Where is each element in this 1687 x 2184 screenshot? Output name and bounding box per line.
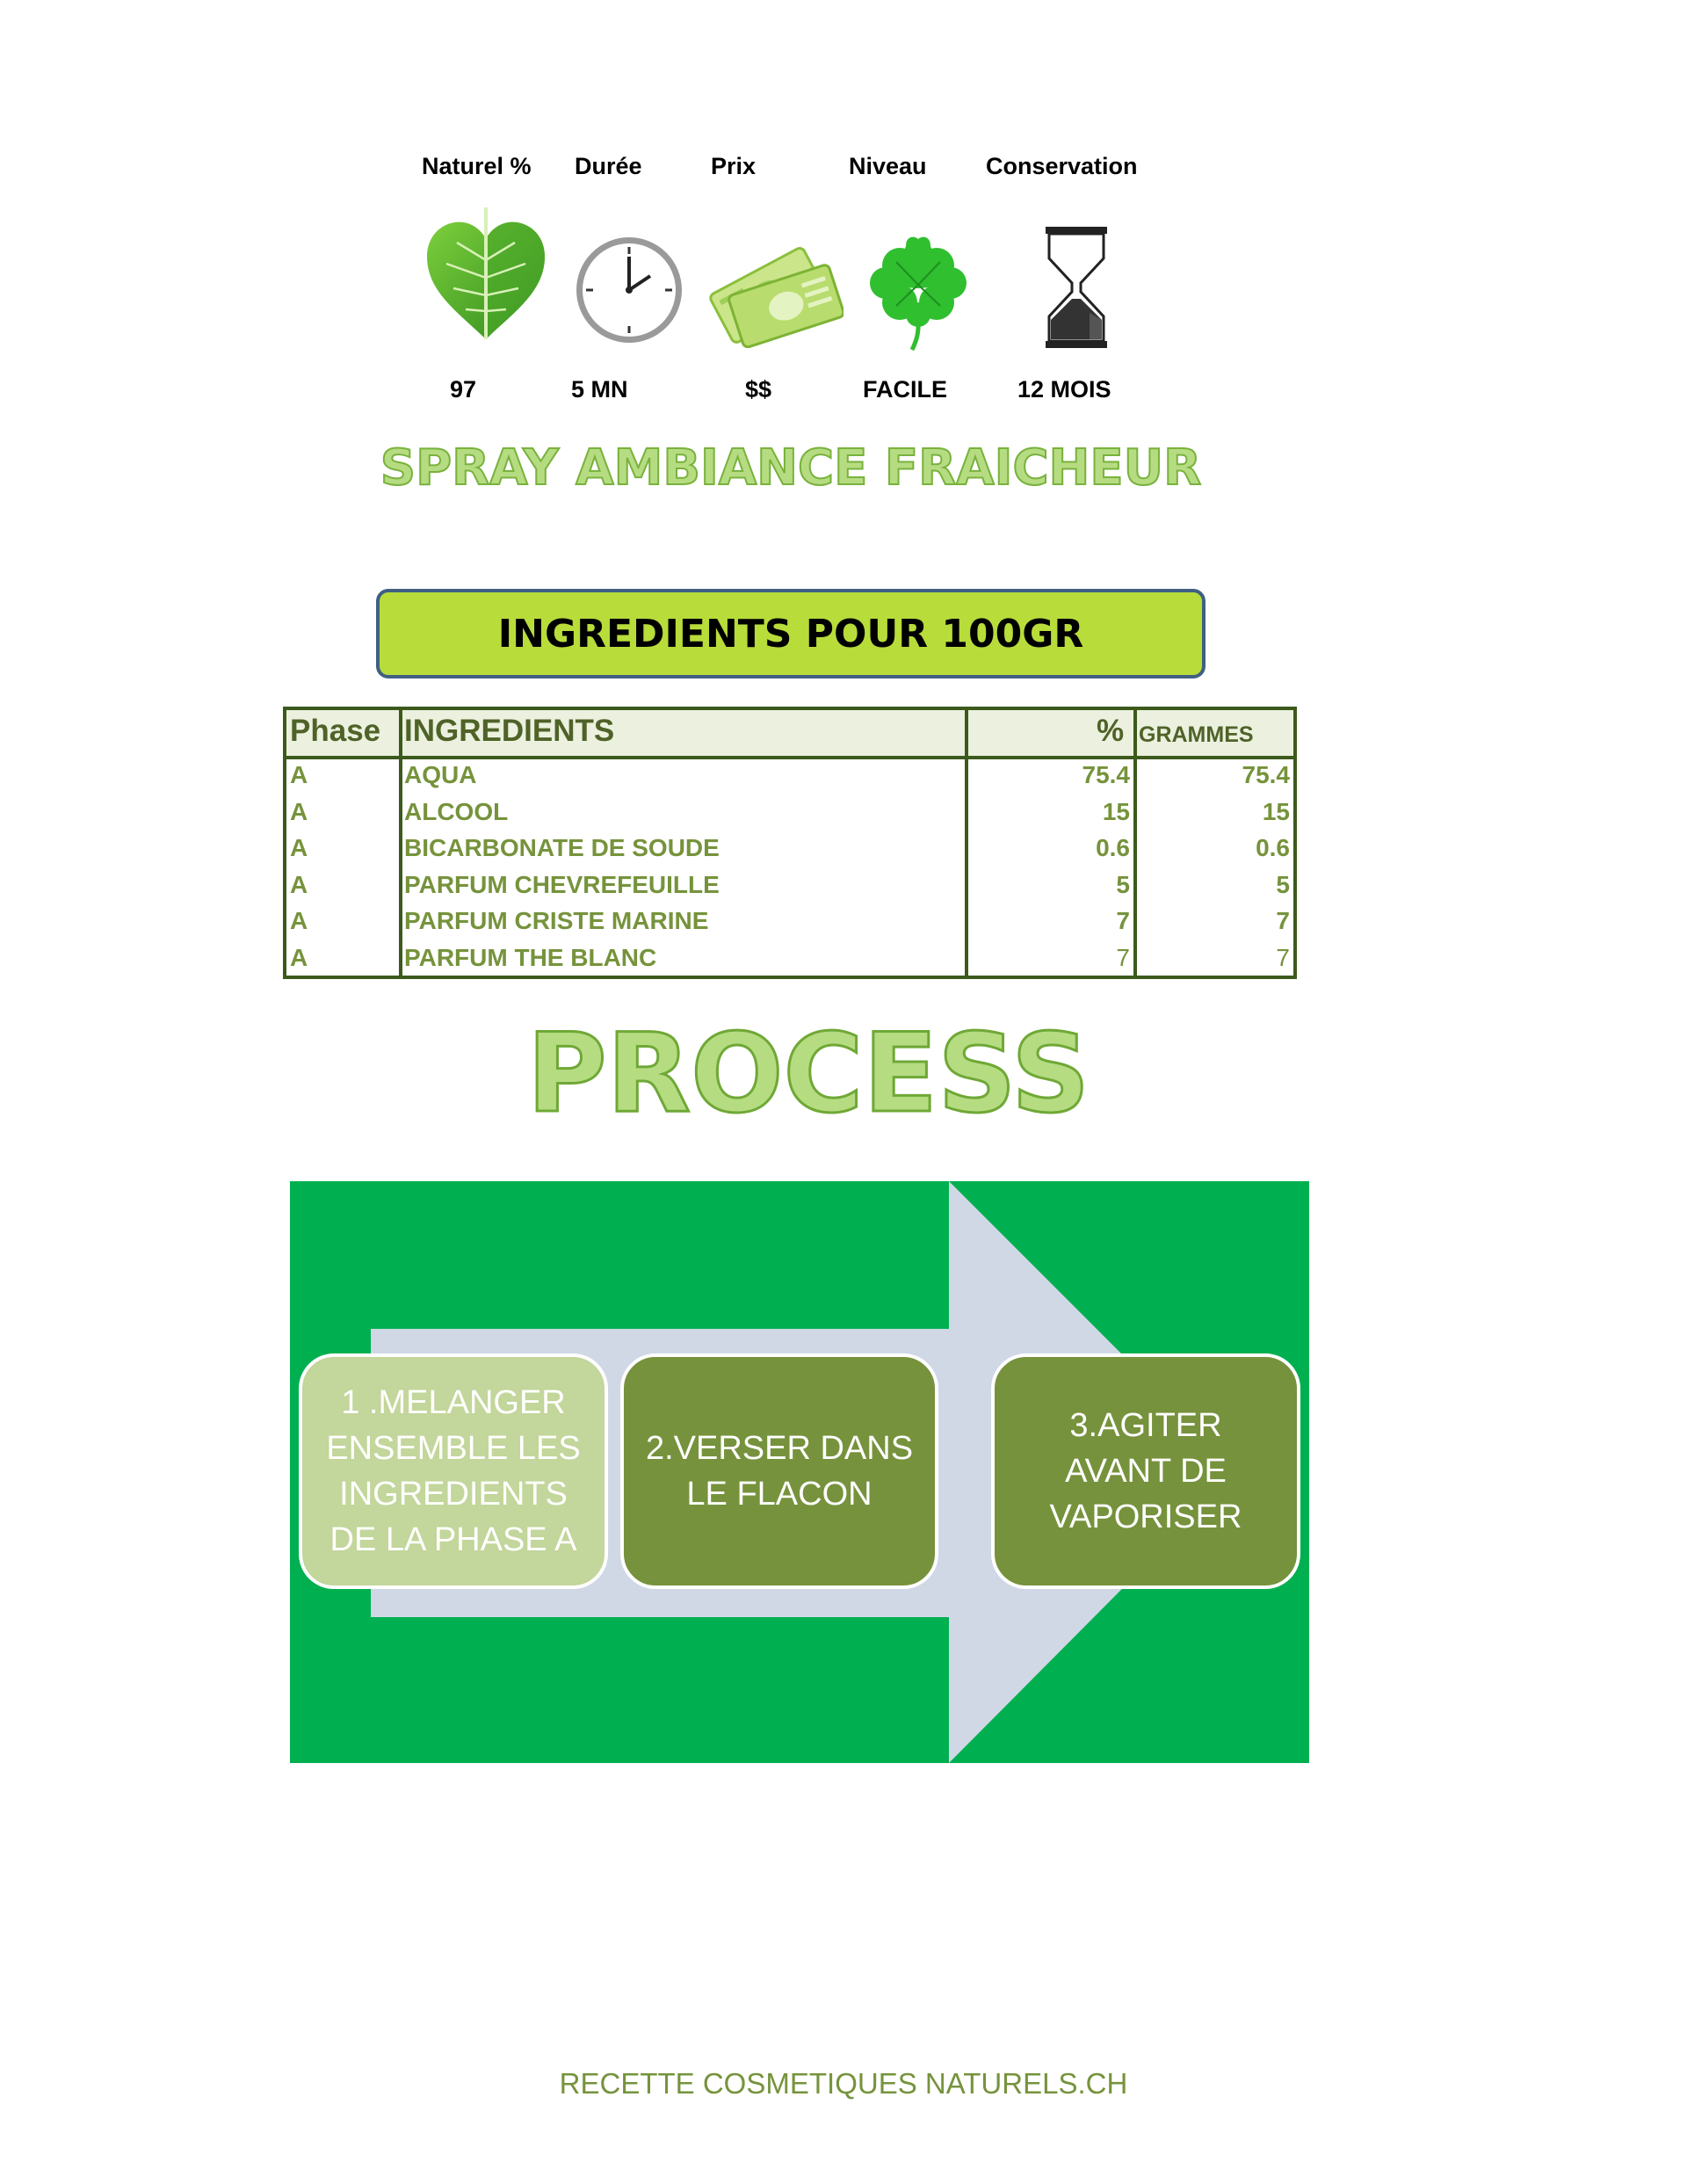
hourglass-icon (1040, 225, 1112, 350)
step-1-mix (299, 1353, 608, 1589)
cell-grams: 7 (1276, 944, 1290, 971)
recipe-title: SPRAY AMBIANCE FRAICHEUR (380, 439, 1202, 497)
process-diagram (290, 1181, 1309, 1763)
cell-ingredient: PARFUM CHEVREFEUILLE (404, 871, 720, 898)
cell-percent: 75.4 (1082, 761, 1130, 788)
cell-phase: A (290, 871, 308, 898)
cell-ingredient: PARFUM CRISTE MARINE (404, 907, 709, 934)
cell-ingredient: BICARBONATE DE SOUDE (404, 834, 720, 861)
stat-label-prix: Prix (711, 153, 757, 179)
header-phase: Phase (290, 714, 381, 748)
step-1-text: 1 .MELANGER ENSEMBLE LES INGREDIENTS DE LA PHASE A (326, 1384, 581, 1558)
stat-value-conservation: 12 MOIS (1017, 376, 1111, 403)
cell-percent: 15 (1102, 798, 1130, 825)
table-divider (399, 710, 402, 976)
stat-label-conservation: Conservation (986, 153, 1138, 179)
step-2-pour (620, 1353, 938, 1589)
cell-grams: 15 (1262, 798, 1290, 825)
cell-grams: 5 (1276, 871, 1290, 898)
ingredients-table (283, 707, 1297, 979)
stat-value-prix: $$ (745, 376, 772, 403)
cell-ingredient: PARFUM THE BLANC (404, 944, 657, 971)
step-3-text: 3.AGITER AVANT DE VAPORISER (1049, 1407, 1242, 1535)
footer-credit: RECETTE COSMETIQUES NATURELS.CH (559, 2067, 1128, 2100)
cell-phase: A (290, 761, 308, 788)
cell-phase: A (290, 944, 308, 971)
cell-ingredient: ALCOOL (404, 798, 509, 825)
ingredients-banner-text: INGREDIENTS POUR 100GR (497, 611, 1084, 657)
table-header-rule (286, 756, 1293, 759)
step-3-shake (991, 1353, 1300, 1589)
cell-percent: 0.6 (1096, 834, 1130, 861)
clock-icon (573, 234, 685, 346)
process-title: PROCESS (526, 1011, 1090, 1137)
cell-ingredient: AQUA (404, 761, 477, 788)
stat-label-niveau: Niveau (849, 153, 927, 179)
stat-value-naturel: 97 (450, 376, 477, 403)
cell-grams: 75.4 (1242, 761, 1290, 788)
ingredients-banner (376, 589, 1206, 678)
cell-grams: 7 (1276, 907, 1290, 934)
cell-percent: 7 (1116, 907, 1130, 934)
stat-label-naturel: Naturel % (422, 153, 532, 179)
stat-label-duree: Durée (575, 153, 642, 179)
banknotes-icon (703, 239, 844, 348)
four-leaf-clover-icon (861, 234, 975, 352)
header-percent: % (1097, 714, 1125, 748)
cell-phase: A (290, 798, 308, 825)
cell-grams: 0.6 (1256, 834, 1290, 861)
header-ingredients: INGREDIENTS (404, 714, 615, 748)
stat-value-niveau: FACILE (863, 376, 948, 403)
cell-phase: A (290, 834, 308, 861)
stat-value-duree: 5 MN (571, 376, 628, 403)
step-2-text: 2.VERSER DANS LE FLACON (645, 1430, 914, 1513)
cell-percent: 5 (1116, 871, 1130, 898)
leaf-heart-icon (424, 207, 548, 341)
header-grammes: GRAMMES (1139, 722, 1254, 747)
cell-percent: 7 (1116, 944, 1130, 971)
cell-phase: A (290, 907, 308, 934)
